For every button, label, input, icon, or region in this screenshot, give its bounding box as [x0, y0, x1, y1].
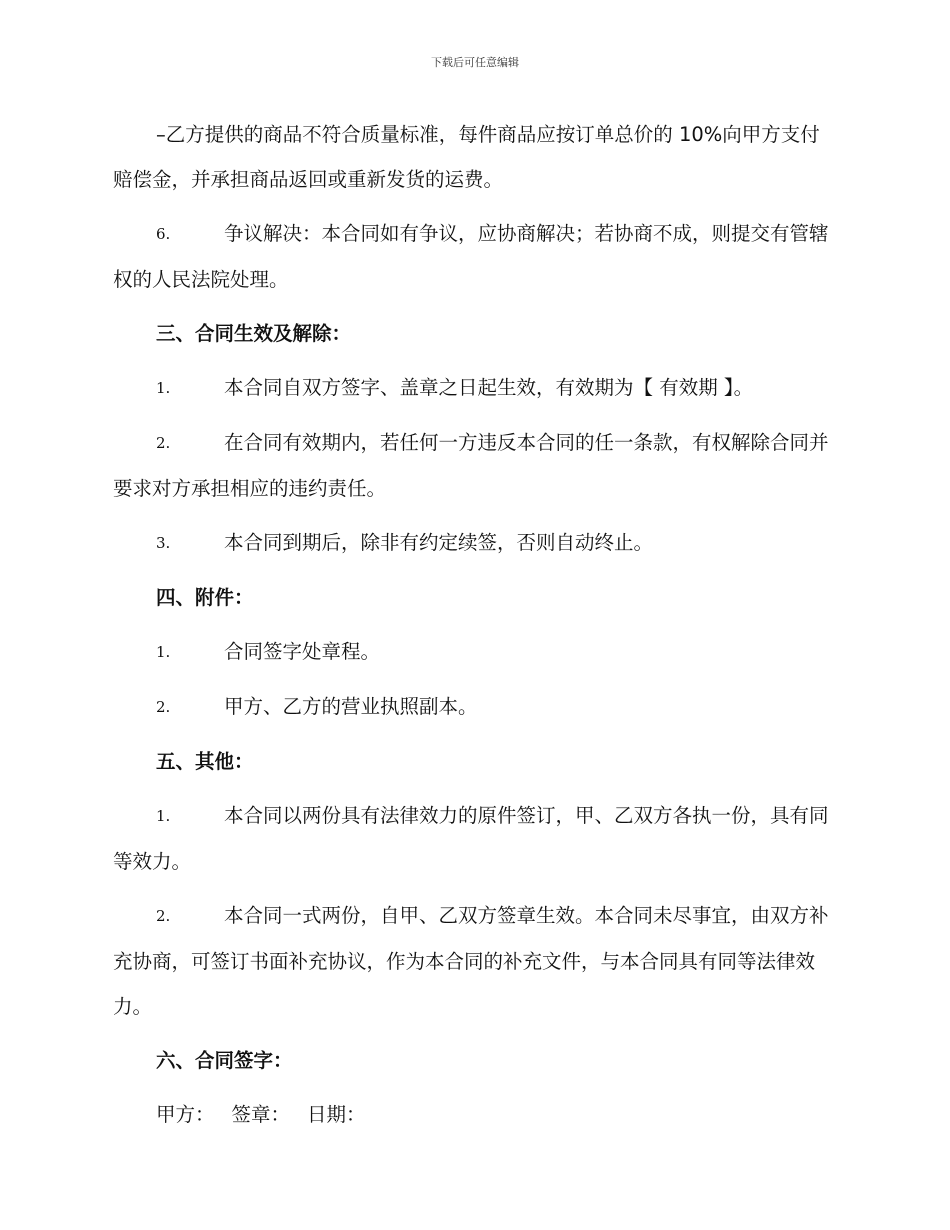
list-item	[113, 365, 835, 411]
section-heading: 三、合同生效及解除：	[156, 322, 352, 345]
list-item	[113, 893, 835, 1029]
section-heading: 六、合同签字：	[156, 1049, 293, 1072]
section-heading: 五、其他：	[156, 750, 254, 773]
list-text: 在合同有效期内，若任何一方违反本合同的任一条款，有权解除合同并要求对方承担相应的违约责任。	[113, 431, 829, 500]
document-body	[113, 112, 835, 1137]
list-text: 争议解决：本合同如有争议，应协商解决；若协商不成，则提交有管辖权的人民法院处理。	[113, 222, 829, 291]
section-heading: 四、附件：	[156, 586, 254, 609]
list-item	[113, 211, 835, 302]
list-number: 2.	[156, 907, 171, 925]
list-number: 1.	[156, 807, 171, 825]
page-header: 下载后可任意编辑	[431, 56, 519, 69]
list-number: 1.	[156, 379, 171, 397]
seal-label: 签章：	[231, 1103, 291, 1126]
list-text: 本合同到期后，除非有约定续签，否则自动终止。	[224, 531, 654, 554]
party-a-label: 甲方：	[156, 1103, 215, 1126]
list-text: 本合同一式两份，自甲、乙双方签章生效。本合同未尽事宜，由双方补充协商，可签订书面补充协议，作为本合同的补充文件，与本合同具有同等法律效力。	[113, 904, 829, 1018]
list-text: 合同签字处章程。	[224, 640, 381, 663]
list-text: 本合同以两份具有法律效力的原件签订，甲、乙双方各执一份，具有同等效力。	[113, 804, 829, 873]
list-item	[113, 793, 835, 884]
list-number: 3.	[156, 534, 171, 552]
list-number: 1.	[156, 643, 171, 661]
list-item	[113, 629, 835, 675]
list-text: 甲方、乙方的营业执照副本。	[224, 695, 478, 718]
signature-line	[113, 1092, 835, 1137]
list-number: 6.	[156, 225, 171, 243]
paragraph: –乙方提供的商品不符合质量标准，每件商品应按订单总价的 10%向甲方支付赔偿金，并承担商品返回或重新发货的运费。	[113, 123, 820, 191]
list-item	[113, 420, 835, 511]
list-text: 本合同自双方签字、盖章之日起生效，有效期为【 有效期 】。	[224, 376, 754, 399]
list-item	[113, 520, 835, 566]
list-number: 2.	[156, 698, 171, 716]
date-label: 日期：	[307, 1103, 366, 1126]
list-item	[113, 684, 835, 730]
list-number: 2.	[156, 434, 171, 452]
